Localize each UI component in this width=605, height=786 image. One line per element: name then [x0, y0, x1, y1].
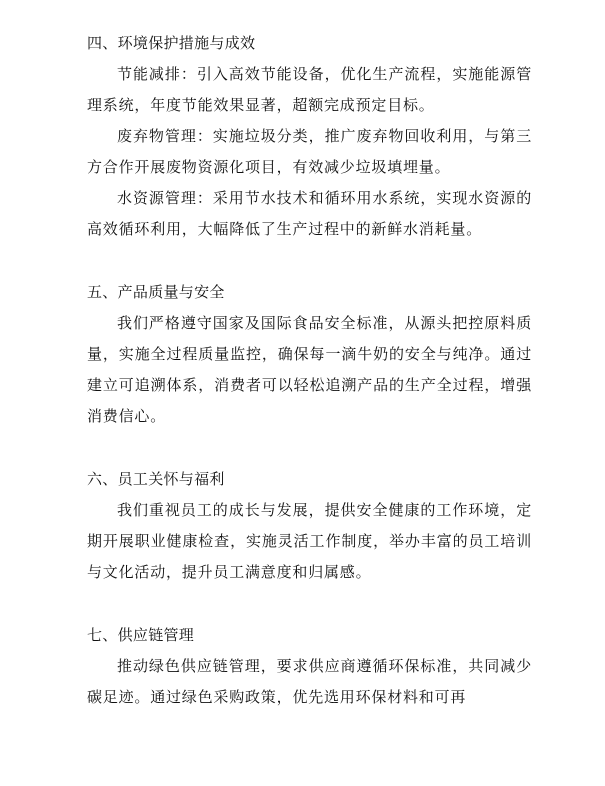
paragraph-green-supply-chain: 推动绿色供应链管理，要求供应商遵循环保标准，共同减少碳足迹。通过绿色采购政策，优先选用环保材料和可再 [87, 657, 532, 706]
section-heading: 四、环境保护措施与成效 [87, 34, 256, 52]
section-heading: 六、员工关怀与福利 [87, 470, 225, 488]
section-environment [87, 28, 532, 245]
document-page [87, 28, 532, 713]
paragraph-employee-welfare: 我们重视员工的成长与发展，提供安全健康的工作环境，定期开展职业健康检查，实施灵活工作制度，举办丰富的员工培训与文化活动，提升员工满意度和归属感。 [87, 501, 532, 581]
section-product-quality [87, 277, 532, 432]
section-heading: 五、产品质量与安全 [87, 283, 225, 301]
paragraph-waste-management: 废弃物管理：实施垃圾分类，推广废弃物回收利用，与第三方合作开展废物资源化项目，有效减少垃圾填埋量。 [87, 127, 532, 176]
section-heading: 七、供应链管理 [87, 626, 195, 644]
paragraph-food-safety: 我们严格遵守国家及国际食品安全标准，从源头把控原料质量，实施全过程质量监控，确保每一滴牛奶的安全与纯净。通过建立可追溯体系，消费者可以轻松追溯产品的生产全过程，增强消费信心。 [87, 314, 532, 425]
section-supply-chain [87, 620, 532, 713]
section-employee-care [87, 464, 532, 588]
paragraph-energy-saving: 节能减排：引入高效节能设备，优化生产流程，实施能源管理系统，年度节能效果显著，超额完成预定目标。 [87, 65, 532, 114]
paragraph-water-management: 水资源管理：采用节水技术和循环用水系统，实现水资源的高效循环利用，大幅降低了生产过程中的新鲜水消耗量。 [87, 189, 532, 238]
